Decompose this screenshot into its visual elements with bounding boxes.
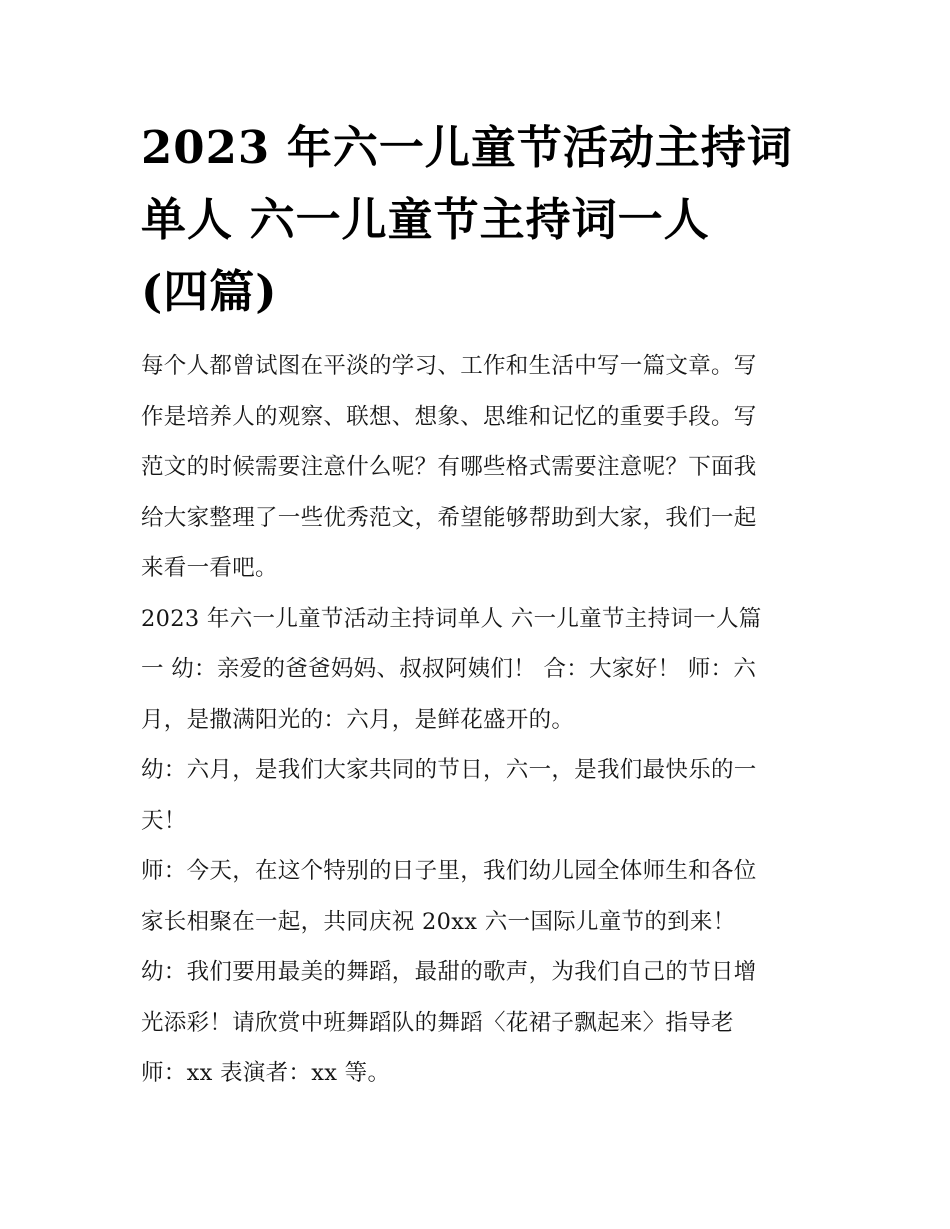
title-line: 单人 六一儿童节主持词一人 bbox=[141, 193, 710, 246]
text-line: 作是培养人的观察、联想、想象、思维和记忆的重要手段。写 bbox=[141, 403, 757, 430]
dialogue-paragraph bbox=[141, 947, 813, 1099]
text-line: 每个人都曾试图在平淡的学习、工作和生活中写一篇文章。写 bbox=[141, 353, 757, 379]
dialogue-paragraph bbox=[141, 846, 813, 947]
text-line: 给大家整理了一些优秀范文，希望能够帮助到大家，我们一起 bbox=[141, 504, 757, 531]
section-one-paragraph bbox=[141, 594, 813, 746]
text-line: 幼：六月，是我们大家共同的节日，六一，是我们最快乐的一 bbox=[141, 757, 757, 783]
text-line: 家长相聚在一起，共同庆祝 20xx 六一国际儿童节的到来！ bbox=[141, 908, 736, 935]
text-line: 师：xx 表演者：xx 等。 bbox=[141, 1060, 391, 1086]
document-body bbox=[141, 341, 813, 1099]
text-line: 范文的时候需要注意什么呢？有哪些格式需要注意呢？下面我 bbox=[141, 454, 757, 480]
text-line: 天！ bbox=[141, 807, 187, 834]
text-line: 师：今天，在这个特别的日子里，我们幼儿园全体师生和各位 bbox=[141, 858, 757, 884]
intro-paragraph bbox=[141, 341, 813, 594]
text-line: 来看一看吧。 bbox=[141, 555, 278, 581]
text-line: 2023 年六一儿童节活动主持词单人 六一儿童节主持词一人篇 bbox=[141, 605, 762, 632]
dialogue-paragraph bbox=[141, 745, 813, 846]
text-line: 月，是撒满阳光的：六月，是鲜花盛开的。 bbox=[141, 706, 575, 733]
text-line: 光添彩！请欣赏中班舞蹈队的舞蹈〈花裙子飘起来〉指导老 bbox=[141, 1009, 734, 1036]
text-line: 幼：我们要用最美的舞蹈，最甜的歌声，为我们自己的节日增 bbox=[141, 959, 757, 985]
title-line: (四篇) bbox=[141, 265, 278, 318]
title-line: 2023 年六一儿童节活动主持词 bbox=[141, 121, 793, 174]
document-title bbox=[141, 112, 813, 328]
document-content bbox=[141, 112, 813, 1099]
text-line: 一 幼：亲爱的爸爸妈妈、叔叔阿姨们！ 合：大家好！ 师：六 bbox=[141, 656, 757, 682]
